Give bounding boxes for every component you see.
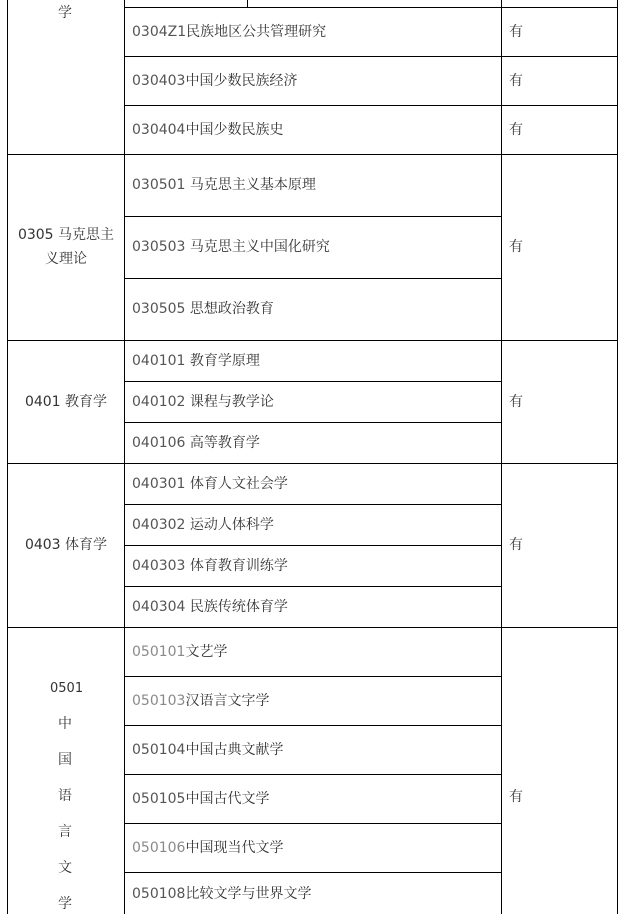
row-divider	[124, 872, 502, 873]
program-code: 050105	[132, 791, 186, 807]
program-code: 040304	[132, 599, 186, 615]
table-row	[132, 516, 274, 534]
program-name: 运动人体科学	[189, 517, 274, 533]
table-row	[132, 643, 227, 661]
column-divider-2	[501, 0, 502, 914]
program-name: 高等教育学	[189, 435, 260, 451]
group-label-0403: 0403 体育学	[24, 537, 108, 553]
group-label-char: 学	[58, 896, 72, 912]
program-name: 民族地区公共管理研究	[186, 24, 327, 40]
table-row	[132, 176, 316, 194]
table-row	[132, 839, 283, 857]
group-divider	[7, 463, 618, 464]
table-row	[132, 434, 260, 452]
row-divider	[124, 774, 502, 775]
table-border-right	[617, 0, 618, 914]
row-divider	[124, 823, 502, 824]
row-divider	[124, 545, 502, 546]
row-divider	[124, 676, 502, 677]
program-code: 050106	[132, 840, 186, 856]
program-code: 030503	[132, 239, 186, 255]
program-name: 教育学原理	[189, 353, 260, 369]
row-divider	[124, 105, 618, 106]
availability-flag: 有	[509, 394, 523, 410]
availability-flag: 有	[509, 73, 523, 89]
program-name: 马克思主义基本原理	[189, 177, 316, 193]
program-code: 040302	[132, 517, 186, 533]
program-name: 中国古代文学	[185, 791, 270, 807]
table-row	[132, 72, 297, 90]
group-label-char: 国	[58, 752, 72, 768]
program-name: 中国少数民族史	[185, 122, 284, 138]
program-name: 马克思主义中国化研究	[189, 239, 330, 255]
table-row	[132, 300, 274, 318]
program-code: 050108	[132, 886, 186, 902]
program-code: 050103	[132, 693, 186, 709]
program-code: 050104	[132, 742, 186, 758]
availability-flag: 有	[509, 537, 523, 553]
row-divider	[124, 725, 502, 726]
table-row	[132, 352, 260, 370]
table-row	[132, 238, 330, 256]
availability-flag: 有	[509, 24, 523, 40]
row-divider	[124, 586, 502, 587]
group-label-char: 中	[58, 716, 72, 732]
program-code: 030501	[132, 177, 186, 193]
table-row	[132, 885, 311, 903]
program-name: 比较文学与世界文学	[185, 886, 312, 902]
table-row	[132, 557, 288, 575]
program-name: 文艺学	[185, 644, 228, 660]
program-code: 0304Z1	[132, 24, 187, 40]
group-label-char: 语	[58, 788, 72, 804]
group-label-fragment: 学	[58, 5, 72, 21]
table-row	[132, 121, 283, 139]
program-code: 030403	[132, 73, 186, 89]
table-row	[132, 692, 269, 710]
program-name: 思想政治教育	[189, 301, 274, 317]
row-divider	[124, 56, 618, 57]
row-divider	[124, 422, 502, 423]
program-name: 课程与教学论	[189, 394, 274, 410]
program-code: 040301	[132, 476, 186, 492]
row-divider	[124, 278, 502, 279]
row-divider	[124, 381, 502, 382]
column-divider-partial	[247, 0, 248, 7]
group-label-0305	[8, 223, 124, 271]
program-code: 030505	[132, 301, 186, 317]
group-label-line: 0305 马克思主	[17, 227, 115, 243]
program-name: 中国现当代文学	[185, 840, 284, 856]
program-name: 民族传统体育学	[189, 599, 288, 615]
availability-flag: 有	[509, 122, 523, 138]
program-code: 040102	[132, 394, 186, 410]
group-label-char: 言	[58, 824, 72, 840]
program-code: 030404	[132, 122, 186, 138]
table-row	[132, 741, 283, 759]
table-row	[132, 790, 269, 808]
program-code: 040101	[132, 353, 186, 369]
program-code: 050101	[132, 644, 186, 660]
program-code: 040303	[132, 558, 186, 574]
table-row	[132, 23, 326, 41]
group-divider	[7, 154, 618, 155]
group-divider	[7, 627, 618, 628]
program-name: 汉语言文字学	[185, 693, 270, 709]
table-row	[132, 475, 288, 493]
table-row	[132, 393, 274, 411]
program-name: 体育教育训练学	[189, 558, 288, 574]
table-border-left	[7, 0, 8, 914]
row-divider	[124, 7, 618, 8]
program-name: 中国少数民族经济	[185, 73, 298, 89]
row-divider	[124, 504, 502, 505]
program-code: 040106	[132, 435, 186, 451]
row-divider	[124, 216, 502, 217]
group-label-char: 文	[58, 860, 72, 876]
table-row	[132, 598, 288, 616]
availability-flag: 有	[509, 789, 523, 805]
program-name: 体育人文社会学	[189, 476, 288, 492]
group-label-line: 义理论	[45, 251, 87, 267]
availability-flag: 有	[509, 239, 523, 255]
group-divider	[7, 340, 618, 341]
column-divider-1	[124, 0, 125, 914]
group-label-0401: 0401 教育学	[24, 394, 108, 410]
program-name: 中国古典文献学	[185, 742, 284, 758]
group-label-code: 0501	[50, 681, 84, 696]
